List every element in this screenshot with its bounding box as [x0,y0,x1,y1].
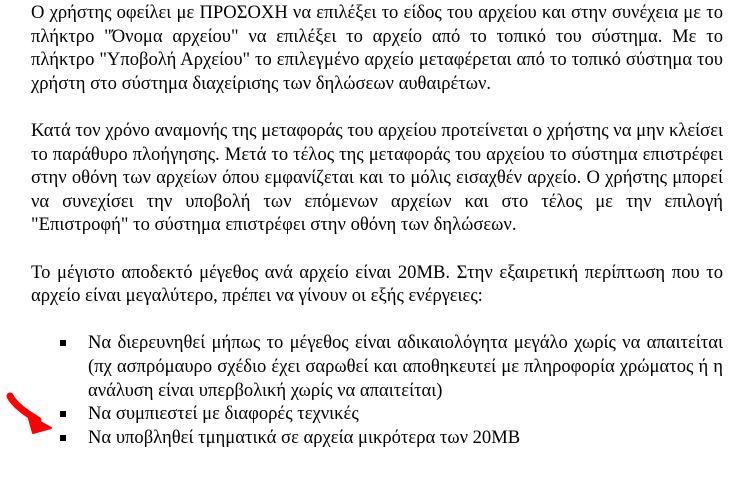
list-item-text: Να υποβληθεί τμηματικά σε αρχεία μικρότερα των 20MB [88,426,521,448]
list-item-text: Να συμπιεστεί με διαφορές τεχνικές [88,403,359,425]
list-item [31,331,723,402]
list-item-text: Να διερευνηθεί μήπως το μέγεθος είναι αδικαιολόγητα μεγάλο χωρίς να απαιτείται (πχ ασπρόμαυρο σχέδιο έχει σαρωθεί και αποθηκευτεί με πληροφορία χρώματος ή η ανάλυση είναι υπερβολική χωρίς να απαιτείται) [88,332,723,401]
paragraph-file-selection: Ο χρήστης οφείλει με ΠΡΟΣΟΧΗ να επιλέξει το είδος του αρχείου και στην συνέχεια με το πλήκτρο "Όνομα αρχείου" να επιλέξει το αρχείο από το τοπικό του σύστημα. Με το πλήκτρο "Υποβολή Αρχείου" το επιλεγμένο αρχείο μεταφέρεται από το τοπικό σύστημα του χρήστη στο σύστημα διαχείρισης των δηλώσεων αυθαιρέτων. [31,2,723,94]
bullet-icon [60,435,66,441]
bullet-icon [60,411,66,417]
list-item [31,402,723,426]
red-arrow-icon [4,388,56,436]
document-body [31,1,723,449]
bullet-list [31,331,723,449]
list-item [31,426,723,450]
paragraph-upload-waiting: Κατά τον χρόνο αναμονής της μεταφοράς του αρχείου προτείνεται ο χρήστης να μην κλείσει το παράθυρο πλοήγησης. Μετά το τέλος της μεταφοράς του αρχείου το σύστημα επιστρέφει στην οθόνη των αρχείων όπου εμφανίζεται και το μόλις εισαχθέν αρχείο. Ο χρήστης μπορεί να συνεχίσει την υποβολή των επόμενων αρχείων και στο τέλος με την επιλογή "Επιστροφή" το σύστημα επιστρέφει στην οθόνη των δηλώσεων. [31,119,723,236]
paragraph-max-size: Το μέγιστο αποδεκτό μέγεθος ανά αρχείο είναι 20MB. Στην εξαιρετική περίπτωση που το αρχείο είναι μεγαλύτερο, πρέπει να γίνουν οι εξής ενέργειες: [31,261,723,307]
bullet-icon [60,340,66,346]
